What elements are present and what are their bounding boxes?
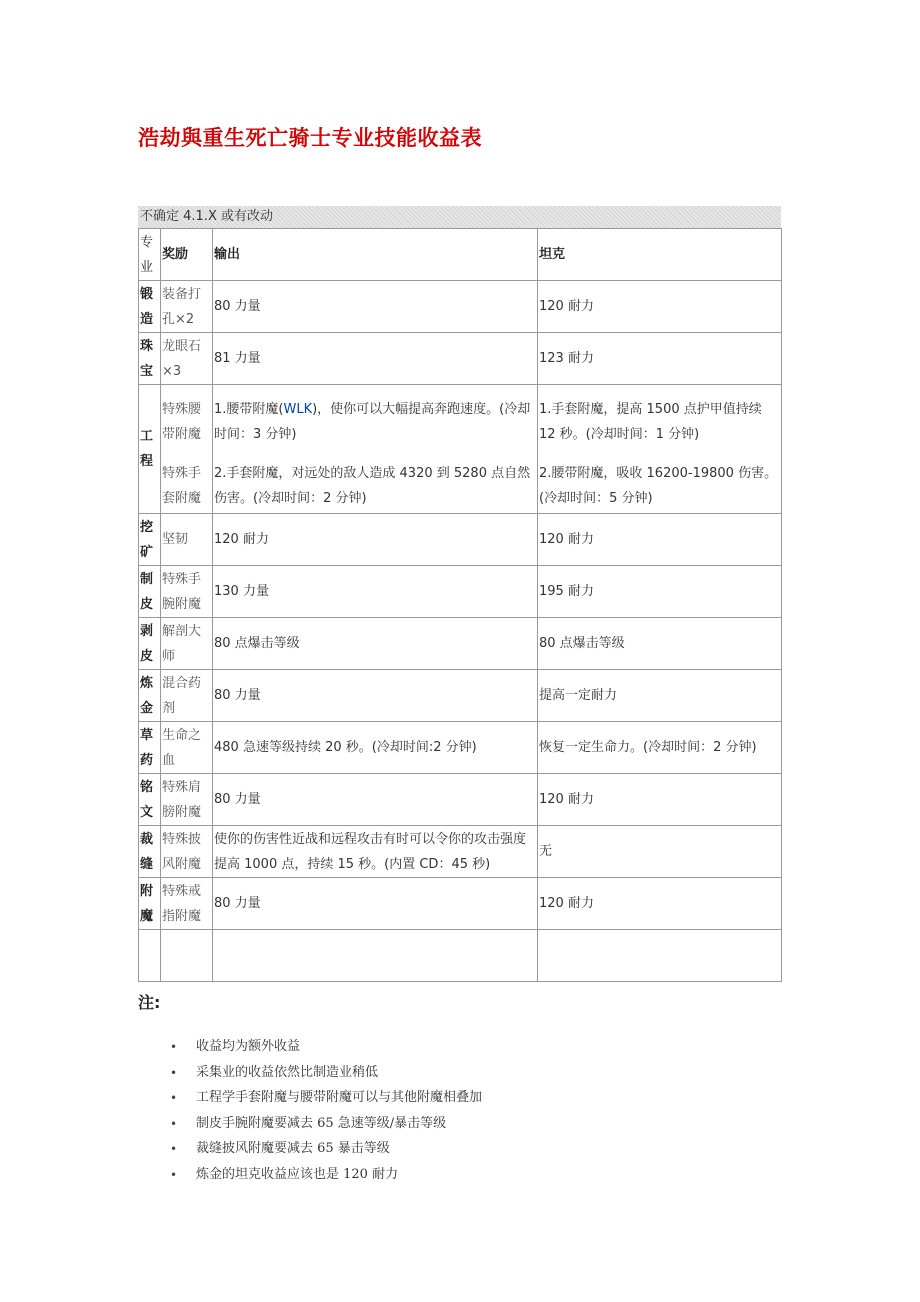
reward-cell: 特殊披风附魔 [161,826,213,878]
list-item: • 工程学手套附魔与腰带附魔可以与其他附魔相叠加 [138,1087,482,1113]
tank-cell: 120 耐力 [538,514,782,566]
dps-cell: 80 力量 [213,281,538,333]
table-row [139,774,782,826]
table-row [139,722,782,774]
dps-text: )，使你可以大幅提高奔跑速度。(冷却时间：3 分钟) [214,402,531,443]
list-item: • 制皮手腕附魔要减去 65 急速等级/暴击等级 [138,1113,482,1139]
tank-cell: 120 耐力 [538,281,782,333]
table-row [139,618,782,670]
table-row [139,281,782,333]
dps-cell: 使你的伤害性近战和远程攻击有时可以令你的攻击强度提高 1000 点，持续 15 秒。(内置 CD：45 秒) [213,826,538,878]
header-profession: 专业 [139,229,161,281]
header-tank: 坦克 [538,229,782,281]
tank-cell: 80 点爆击等级 [538,618,782,670]
dps-cell [213,385,538,460]
list-item: • 采集业的收益依然比制造业稍低 [138,1062,482,1088]
tank-cell: 恢复一定生命力。(冷却时间：2 分钟) [538,722,782,774]
dps-cell: 80 力量 [213,878,538,930]
profession-table [138,228,782,982]
table-row [139,385,782,460]
reward-cell: 龙眼石×3 [161,333,213,385]
dps-cell: 2.手套附魔，对远处的敌人造成 4320 到 5280 点自然伤害。(冷却时间：2 分钟) [213,460,538,514]
tank-cell: 123 耐力 [538,333,782,385]
profession-cell: 草药 [139,722,161,774]
tank-cell [538,930,782,982]
tank-cell: 提高一定耐力 [538,670,782,722]
list-item: • 裁缝披风附魔要减去 65 暴击等级 [138,1138,482,1164]
tank-cell: 120 耐力 [538,774,782,826]
dps-text: 1.腰带附魔( [214,402,284,418]
tank-cell: 120 耐力 [538,878,782,930]
profession-cell: 挖矿 [139,514,161,566]
reward-cell: 解剖大师 [161,618,213,670]
notes-title: 注: [138,993,161,1012]
header-dps: 输出 [213,229,538,281]
dps-cell: 130 力量 [213,566,538,618]
table-row [139,514,782,566]
dps-cell: 80 力量 [213,774,538,826]
dps-cell [213,930,538,982]
notes-list [138,1036,482,1189]
reward-cell: 坚韧 [161,514,213,566]
table-row [139,670,782,722]
reward-cell: 生命之血 [161,722,213,774]
dps-cell: 81 力量 [213,333,538,385]
table-caption: 不确定 4.1.X 或有改动 [138,206,781,228]
table-row [139,826,782,878]
profession-cell: 工程 [139,385,161,514]
table-row [139,460,782,514]
tank-cell: 2.腰带附魔，吸收 16200-19800 伤害。(冷却时间：5 分钟) [538,460,782,514]
dps-cell: 480 急速等级持续 20 秒。(冷却时间:2 分钟) [213,722,538,774]
table-header-row [139,229,782,281]
table-row [139,566,782,618]
table-row [139,878,782,930]
profession-cell: 制皮 [139,566,161,618]
page-title: 浩劫與重生死亡骑士专业技能收益表 [138,126,482,150]
profession-cell: 珠宝 [139,333,161,385]
profession-cell: 锻造 [139,281,161,333]
reward-cell: 特殊手套附魔 [161,460,213,514]
tank-cell: 无 [538,826,782,878]
reward-cell: 特殊腰带附魔 [161,385,213,460]
reward-cell: 混合药剂 [161,670,213,722]
profession-cell: 剥皮 [139,618,161,670]
table-row [139,930,782,982]
reward-cell: 特殊戒指附魔 [161,878,213,930]
tank-cell: 195 耐力 [538,566,782,618]
profession-cell: 附魔 [139,878,161,930]
dps-cell: 80 点爆击等级 [213,618,538,670]
dps-cell: 120 耐力 [213,514,538,566]
dps-cell: 80 力量 [213,670,538,722]
wlk-link[interactable]: WLK [283,402,313,418]
profession-cell: 炼金 [139,670,161,722]
reward-cell: 特殊肩膀附魔 [161,774,213,826]
reward-cell [161,930,213,982]
list-item: • 炼金的坦克收益应该也是 120 耐力 [138,1164,482,1190]
header-reward: 奖励 [161,229,213,281]
reward-cell: 特殊手腕附魔 [161,566,213,618]
profession-cell [139,930,161,982]
tank-cell: 1.手套附魔，提高 1500 点护甲值持续 12 秒。(冷却时间：1 分钟) [538,385,782,460]
table-row [139,333,782,385]
profession-cell: 铭文 [139,774,161,826]
profession-cell: 裁缝 [139,826,161,878]
list-item: • 收益均为额外收益 [138,1036,482,1062]
reward-cell: 装备打孔×2 [161,281,213,333]
